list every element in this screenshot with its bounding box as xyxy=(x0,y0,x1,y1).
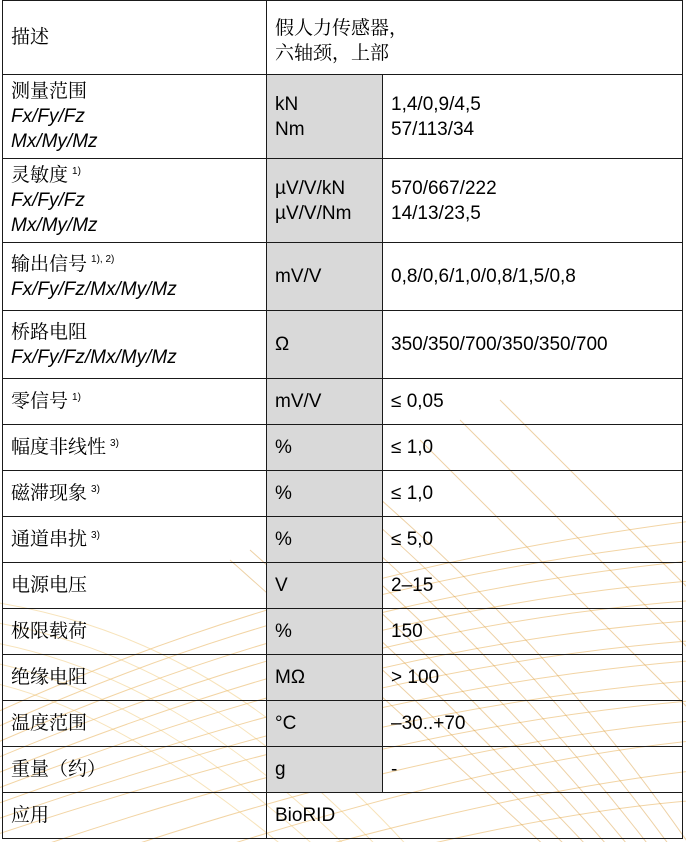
unit-cell xyxy=(267,747,383,793)
row-label: 零信号 xyxy=(11,390,69,412)
table-row xyxy=(3,517,683,563)
value-text: ≤ 5,0 xyxy=(391,529,434,550)
product-name-line-1: 假人力传感器， xyxy=(275,16,409,39)
unit-text: Nm xyxy=(275,118,305,140)
value-cell xyxy=(383,563,683,609)
value-text: 14/13/23,5 xyxy=(391,202,481,224)
value-text: - xyxy=(391,759,398,780)
description-header-cell xyxy=(3,1,267,75)
application-label-cell xyxy=(3,793,267,839)
unit-cell xyxy=(267,701,383,747)
unit-text: °C xyxy=(275,713,297,734)
value-text: ≤ 0,05 xyxy=(391,391,444,412)
unit-cell xyxy=(267,243,383,311)
value-cell xyxy=(383,609,683,655)
unit-text: g xyxy=(275,759,286,780)
row-label: 桥路电阻 xyxy=(11,320,88,343)
row-label-cell xyxy=(3,609,267,655)
row-sub-label: Mx/My/Mz xyxy=(11,215,98,236)
value-text: 2–15 xyxy=(391,575,434,596)
row-sub-label: Mx/My/Mz xyxy=(11,131,98,152)
value-text: 350/350/700/350/350/700 xyxy=(391,334,608,355)
application-value: BioRID xyxy=(275,805,336,826)
value-text: –30..+70 xyxy=(391,713,466,734)
unit-cell xyxy=(267,609,383,655)
value-text: 570/667/222 xyxy=(391,177,497,199)
value-text: 150 xyxy=(391,621,423,642)
value-cell xyxy=(383,655,683,701)
row-label-cell xyxy=(3,701,267,747)
row-label-cell xyxy=(3,311,267,379)
unit-text: % xyxy=(275,437,292,458)
table-row xyxy=(3,563,683,609)
value-text: ≤ 1,0 xyxy=(391,437,434,458)
unit-text: % xyxy=(275,621,292,642)
value-cell xyxy=(383,159,683,243)
row-label: 重量（约） xyxy=(11,758,107,780)
product-name-cell xyxy=(267,1,683,75)
row-label-cell xyxy=(3,379,267,425)
footnote-marker: 3) xyxy=(91,529,100,541)
row-label-cell xyxy=(3,563,267,609)
row-label: 灵敏度 xyxy=(11,164,69,186)
value-cell xyxy=(383,701,683,747)
footnote-marker: 1) xyxy=(72,391,81,403)
description-label: 描述 xyxy=(11,26,50,48)
value-text: 57/113/34 xyxy=(391,118,475,140)
value-cell xyxy=(383,379,683,425)
table-row xyxy=(3,425,683,471)
unit-text: MΩ xyxy=(275,667,306,688)
table-row xyxy=(3,471,683,517)
unit-text: kN xyxy=(275,93,299,115)
table-row xyxy=(3,379,683,425)
row-label-cell xyxy=(3,425,267,471)
value-text: 1,4/0,9/4,5 xyxy=(391,93,481,115)
unit-cell xyxy=(267,311,383,379)
specification-table xyxy=(2,0,683,839)
unit-text: µV/V/Nm xyxy=(275,202,352,224)
unit-text: mV/V xyxy=(275,391,322,412)
unit-text: Ω xyxy=(275,334,290,355)
table-row xyxy=(3,159,683,243)
row-label: 极限载荷 xyxy=(11,620,88,642)
unit-cell xyxy=(267,471,383,517)
application-row xyxy=(3,793,683,839)
unit-cell xyxy=(267,563,383,609)
value-cell xyxy=(383,311,683,379)
row-sub-label: Fx/Fy/Fz xyxy=(11,190,85,211)
value-cell xyxy=(383,243,683,311)
row-label: 输出信号 xyxy=(11,252,88,275)
table-row xyxy=(3,243,683,311)
unit-text: mV/V xyxy=(275,266,322,287)
footnote-marker: 3) xyxy=(110,437,119,449)
row-label: 电源电压 xyxy=(11,574,88,596)
row-label-cell xyxy=(3,655,267,701)
row-label-cell xyxy=(3,517,267,563)
table-row xyxy=(3,609,683,655)
unit-cell xyxy=(267,379,383,425)
unit-text: % xyxy=(275,483,292,504)
unit-text: % xyxy=(275,529,292,550)
row-label-cell xyxy=(3,243,267,311)
row-sub-label: Fx/Fy/Fz/Mx/My/Mz xyxy=(11,346,177,368)
row-label: 通道串扰 xyxy=(11,528,88,550)
row-label: 磁滞现象 xyxy=(11,482,88,504)
footnote-marker: 1) xyxy=(72,165,81,177)
value-text: ≤ 1,0 xyxy=(391,483,434,504)
value-cell xyxy=(383,425,683,471)
value-text: > 100 xyxy=(391,667,440,688)
footnote-marker: 3) xyxy=(91,483,100,495)
value-cell xyxy=(383,75,683,159)
value-cell xyxy=(383,517,683,563)
row-label: 幅度非线性 xyxy=(11,436,107,458)
unit-text: V xyxy=(275,575,288,596)
table-row xyxy=(3,75,683,159)
footnote-marker: 1), 2) xyxy=(91,254,115,266)
unit-cell xyxy=(267,425,383,471)
row-sub-label: Fx/Fy/Fz/Mx/My/Mz xyxy=(11,278,177,300)
table-row xyxy=(3,747,683,793)
value-cell xyxy=(383,747,683,793)
value-cell xyxy=(383,471,683,517)
unit-cell xyxy=(267,75,383,159)
unit-text: µV/V/kN xyxy=(275,177,346,199)
row-label-cell xyxy=(3,471,267,517)
application-label: 应用 xyxy=(11,804,50,826)
application-value-cell xyxy=(267,793,683,839)
table-header-row xyxy=(3,1,683,75)
unit-cell xyxy=(267,655,383,701)
row-sub-label: Fx/Fy/Fz xyxy=(11,106,85,127)
table-row xyxy=(3,311,683,379)
row-label: 温度范围 xyxy=(11,712,88,734)
product-name-line-2: 六轴颈，上部 xyxy=(275,41,390,64)
table-row xyxy=(3,701,683,747)
row-label: 绝缘电阻 xyxy=(11,666,88,688)
unit-cell xyxy=(267,517,383,563)
unit-cell xyxy=(267,159,383,243)
row-label-cell xyxy=(3,75,267,159)
row-label: 测量范围 xyxy=(11,80,88,102)
value-text: 0,8/0,6/1,0/0,8/1,5/0,8 xyxy=(391,266,576,287)
row-label-cell xyxy=(3,747,267,793)
row-label-cell xyxy=(3,159,267,243)
table-row xyxy=(3,655,683,701)
